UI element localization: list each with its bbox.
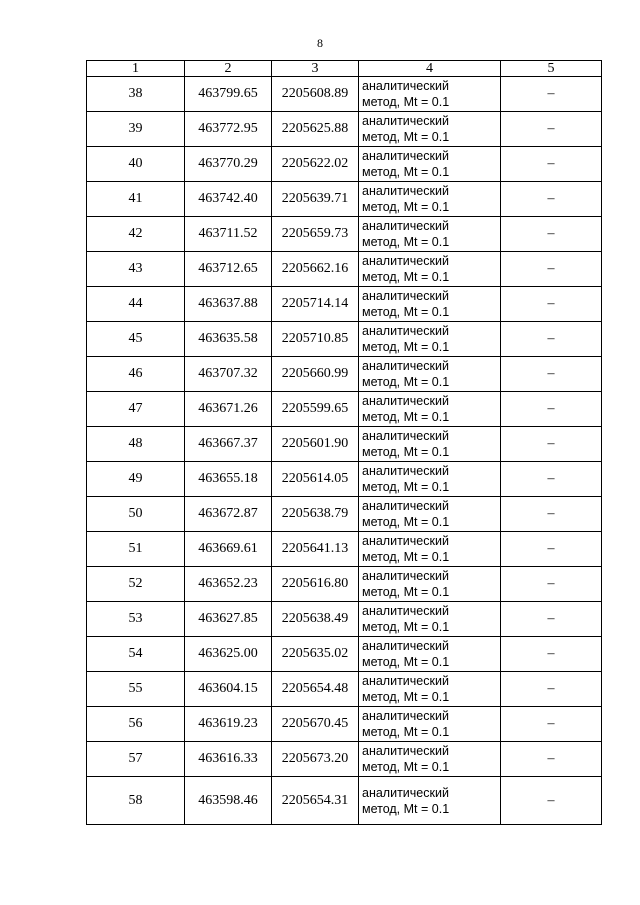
table-row [87, 567, 602, 602]
method-line-1: аналитический [362, 114, 449, 128]
method-cell [359, 532, 501, 567]
y-coordinate-cell: 2205641.13 [272, 532, 359, 567]
y-coordinate-cell: 2205614.05 [272, 462, 359, 497]
method-cell [359, 322, 501, 357]
header-col-2: 2 [185, 61, 272, 77]
point-number-cell: 47 [87, 392, 185, 427]
table-row [87, 742, 602, 777]
method-line-2: метод, Mt = 0.1 [362, 235, 450, 249]
table-row [87, 392, 602, 427]
x-coordinate-cell: 463635.58 [185, 322, 272, 357]
header-col-3: 3 [272, 61, 359, 77]
column-5-cell: – [501, 357, 602, 392]
y-coordinate-cell: 2205601.90 [272, 427, 359, 462]
method-line-1: аналитический [362, 464, 449, 478]
method-cell [359, 182, 501, 217]
column-5-cell: – [501, 287, 602, 322]
point-number-cell: 49 [87, 462, 185, 497]
x-coordinate-cell: 463667.37 [185, 427, 272, 462]
method-line-2: метод, Mt = 0.1 [362, 550, 450, 564]
x-coordinate-cell: 463799.65 [185, 77, 272, 112]
y-coordinate-cell: 2205660.99 [272, 357, 359, 392]
point-number-cell: 40 [87, 147, 185, 182]
method-line-1: аналитический [362, 289, 449, 303]
method-line-1: аналитический [362, 639, 449, 653]
x-coordinate-cell: 463669.61 [185, 532, 272, 567]
x-coordinate-cell: 463770.29 [185, 147, 272, 182]
method-cell [359, 742, 501, 777]
method-cell [359, 567, 501, 602]
header-col-4: 4 [359, 61, 501, 77]
y-coordinate-cell: 2205670.45 [272, 707, 359, 742]
column-5-cell: – [501, 252, 602, 287]
column-5-cell: – [501, 672, 602, 707]
point-number-cell: 58 [87, 777, 185, 825]
method-line-1: аналитический [362, 569, 449, 583]
table-row [87, 532, 602, 567]
method-cell [359, 707, 501, 742]
method-line-2: метод, Mt = 0.1 [362, 690, 450, 704]
y-coordinate-cell: 2205616.80 [272, 567, 359, 602]
coordinates-table [86, 60, 602, 825]
point-number-cell: 41 [87, 182, 185, 217]
method-line-1: аналитический [362, 785, 449, 800]
method-line-2: метод, Mt = 0.1 [362, 801, 450, 816]
method-cell [359, 462, 501, 497]
method-line-2: метод, Mt = 0.1 [362, 585, 450, 599]
header-col-1: 1 [87, 61, 185, 77]
y-coordinate-cell: 2205662.16 [272, 252, 359, 287]
method-line-1: аналитический [362, 499, 449, 513]
method-line-2: метод, Mt = 0.1 [362, 480, 450, 494]
table-header-row [87, 61, 602, 77]
method-line-2: метод, Mt = 0.1 [362, 760, 450, 774]
method-line-2: метод, Mt = 0.1 [362, 165, 450, 179]
method-cell [359, 77, 501, 112]
point-number-cell: 52 [87, 567, 185, 602]
x-coordinate-cell: 463619.23 [185, 707, 272, 742]
x-coordinate-cell: 463616.33 [185, 742, 272, 777]
x-coordinate-cell: 463625.00 [185, 637, 272, 672]
table-row [87, 707, 602, 742]
method-line-2: метод, Mt = 0.1 [362, 620, 450, 634]
x-coordinate-cell: 463671.26 [185, 392, 272, 427]
point-number-cell: 48 [87, 427, 185, 462]
table-row [87, 147, 602, 182]
point-number-cell: 44 [87, 287, 185, 322]
method-line-1: аналитический [362, 534, 449, 548]
method-line-1: аналитический [362, 604, 449, 618]
column-5-cell: – [501, 217, 602, 252]
column-5-cell: – [501, 322, 602, 357]
y-coordinate-cell: 2205635.02 [272, 637, 359, 672]
x-coordinate-cell: 463637.88 [185, 287, 272, 322]
x-coordinate-cell: 463598.46 [185, 777, 272, 825]
method-line-1: аналитический [362, 324, 449, 338]
column-5-cell: – [501, 637, 602, 672]
table-row [87, 602, 602, 637]
method-cell [359, 672, 501, 707]
column-5-cell: – [501, 707, 602, 742]
table-row [87, 77, 602, 112]
method-line-2: метод, Mt = 0.1 [362, 200, 450, 214]
x-coordinate-cell: 463604.15 [185, 672, 272, 707]
table-row [87, 357, 602, 392]
method-line-1: аналитический [362, 184, 449, 198]
point-number-cell: 39 [87, 112, 185, 147]
x-coordinate-cell: 463772.95 [185, 112, 272, 147]
column-5-cell: – [501, 742, 602, 777]
method-line-2: метод, Mt = 0.1 [362, 445, 450, 459]
method-cell [359, 637, 501, 672]
x-coordinate-cell: 463672.87 [185, 497, 272, 532]
method-cell [359, 427, 501, 462]
method-line-1: аналитический [362, 429, 449, 443]
x-coordinate-cell: 463712.65 [185, 252, 272, 287]
method-line-2: метод, Mt = 0.1 [362, 410, 450, 424]
table-row [87, 217, 602, 252]
y-coordinate-cell: 2205599.65 [272, 392, 359, 427]
table-row [87, 287, 602, 322]
table-row [87, 427, 602, 462]
point-number-cell: 51 [87, 532, 185, 567]
table-row [87, 462, 602, 497]
x-coordinate-cell: 463652.23 [185, 567, 272, 602]
point-number-cell: 45 [87, 322, 185, 357]
y-coordinate-cell: 2205659.73 [272, 217, 359, 252]
y-coordinate-cell: 2205710.85 [272, 322, 359, 357]
x-coordinate-cell: 463627.85 [185, 602, 272, 637]
y-coordinate-cell: 2205673.20 [272, 742, 359, 777]
method-line-1: аналитический [362, 254, 449, 268]
method-line-2: метод, Mt = 0.1 [362, 725, 450, 739]
point-number-cell: 42 [87, 217, 185, 252]
y-coordinate-cell: 2205639.71 [272, 182, 359, 217]
y-coordinate-cell: 2205638.49 [272, 602, 359, 637]
method-line-2: метод, Mt = 0.1 [362, 340, 450, 354]
method-line-1: аналитический [362, 744, 449, 758]
point-number-cell: 57 [87, 742, 185, 777]
method-line-1: аналитический [362, 79, 449, 93]
point-number-cell: 43 [87, 252, 185, 287]
y-coordinate-cell: 2205608.89 [272, 77, 359, 112]
y-coordinate-cell: 2205714.14 [272, 287, 359, 322]
method-line-1: аналитический [362, 394, 449, 408]
method-line-1: аналитический [362, 149, 449, 163]
x-coordinate-cell: 463742.40 [185, 182, 272, 217]
method-line-2: метод, Mt = 0.1 [362, 95, 450, 109]
table-row [87, 252, 602, 287]
method-line-1: аналитический [362, 219, 449, 233]
method-line-1: аналитический [362, 709, 449, 723]
method-cell [359, 777, 501, 825]
x-coordinate-cell: 463711.52 [185, 217, 272, 252]
method-line-2: метод, Mt = 0.1 [362, 130, 450, 144]
y-coordinate-cell: 2205638.79 [272, 497, 359, 532]
method-cell [359, 252, 501, 287]
table-body [87, 77, 602, 825]
table-row [87, 777, 602, 825]
column-5-cell: – [501, 777, 602, 825]
y-coordinate-cell: 2205625.88 [272, 112, 359, 147]
method-cell [359, 497, 501, 532]
table-row [87, 497, 602, 532]
column-5-cell: – [501, 112, 602, 147]
method-cell [359, 112, 501, 147]
y-coordinate-cell: 2205654.48 [272, 672, 359, 707]
point-number-cell: 56 [87, 707, 185, 742]
y-coordinate-cell: 2205622.02 [272, 147, 359, 182]
table-row [87, 637, 602, 672]
column-5-cell: – [501, 182, 602, 217]
column-5-cell: – [501, 462, 602, 497]
header-col-5: 5 [501, 61, 602, 77]
x-coordinate-cell: 463655.18 [185, 462, 272, 497]
method-cell [359, 392, 501, 427]
column-5-cell: – [501, 497, 602, 532]
point-number-cell: 46 [87, 357, 185, 392]
column-5-cell: – [501, 602, 602, 637]
method-line-1: аналитический [362, 359, 449, 373]
method-cell [359, 147, 501, 182]
method-line-2: метод, Mt = 0.1 [362, 270, 450, 284]
point-number-cell: 38 [87, 77, 185, 112]
column-5-cell: – [501, 427, 602, 462]
table-row [87, 112, 602, 147]
method-cell [359, 217, 501, 252]
point-number-cell: 55 [87, 672, 185, 707]
column-5-cell: – [501, 532, 602, 567]
method-line-2: метод, Mt = 0.1 [362, 305, 450, 319]
table-row [87, 182, 602, 217]
column-5-cell: – [501, 147, 602, 182]
table-row [87, 322, 602, 357]
column-5-cell: – [501, 77, 602, 112]
y-coordinate-cell: 2205654.31 [272, 777, 359, 825]
method-line-2: метод, Mt = 0.1 [362, 655, 450, 669]
point-number-cell: 50 [87, 497, 185, 532]
method-cell [359, 287, 501, 322]
method-line-2: метод, Mt = 0.1 [362, 375, 450, 389]
method-cell [359, 357, 501, 392]
column-5-cell: – [501, 392, 602, 427]
method-line-1: аналитический [362, 674, 449, 688]
method-line-2: метод, Mt = 0.1 [362, 515, 450, 529]
point-number-cell: 54 [87, 637, 185, 672]
point-number-cell: 53 [87, 602, 185, 637]
page-number: 8 [317, 36, 323, 50]
table-row [87, 672, 602, 707]
column-5-cell: – [501, 567, 602, 602]
x-coordinate-cell: 463707.32 [185, 357, 272, 392]
method-cell [359, 602, 501, 637]
